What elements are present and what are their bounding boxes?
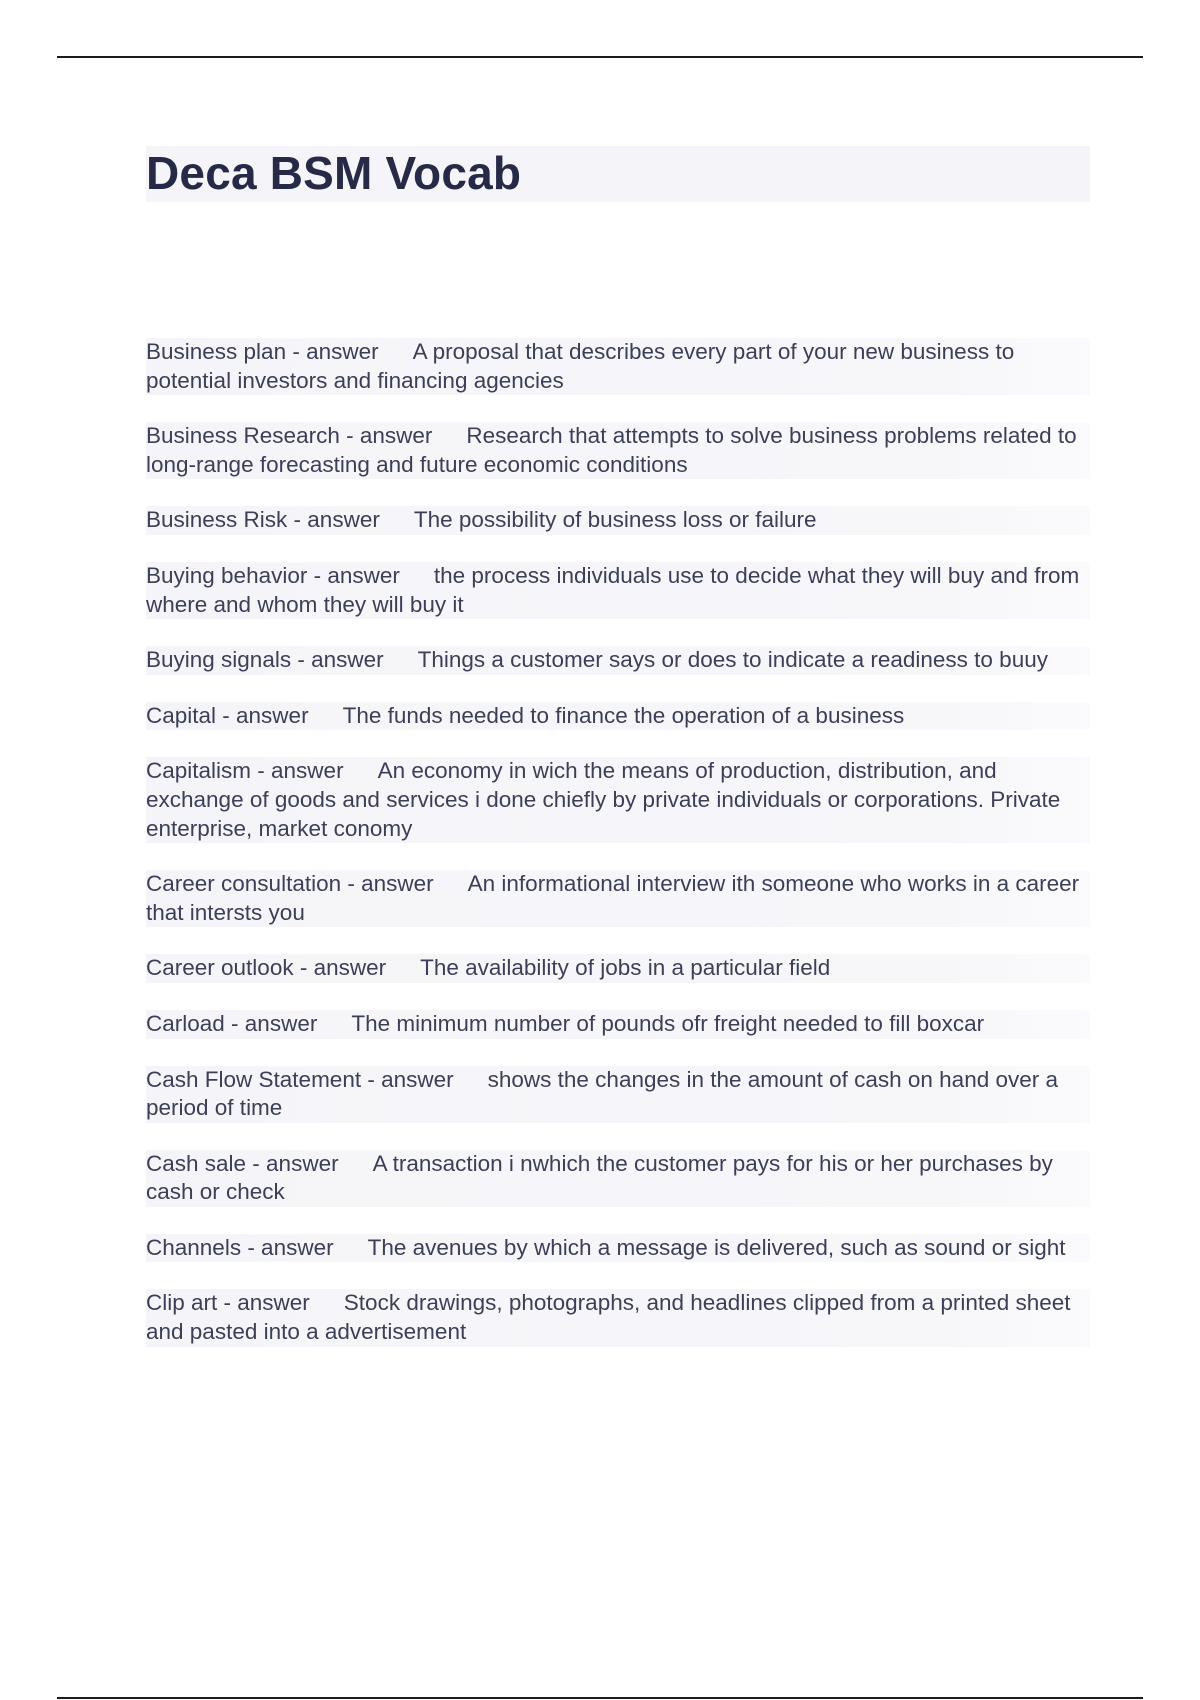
vocab-definition: A proposal that describes every part of your new business to potential investors and financing agencies	[146, 339, 1015, 393]
vocab-term: Cash sale - answer	[146, 1150, 339, 1176]
vocab-definition: The availability of jobs in a particular field	[420, 955, 831, 981]
vocab-term: Business Research - answer	[146, 423, 433, 449]
vocab-entry	[146, 954, 1090, 983]
vocab-definition: Research that attempts to solve business problems related to long-range forecasting and future economic conditions	[146, 423, 1077, 477]
vocab-term: Career consultation - answer	[146, 871, 434, 897]
vocab-definition: Stock drawings, photographs, and headlines clipped from a printed sheet and pasted into a advertisement	[146, 1290, 1071, 1345]
document-title: Deca BSM Vocab	[146, 147, 522, 199]
vocab-entry	[146, 1234, 1090, 1263]
vocab-term: Buying signals - answer	[146, 647, 384, 673]
vocab-entry	[146, 506, 1090, 535]
vocab-term: Capitalism - answer	[146, 758, 344, 784]
vocab-definition: Things a customer says or does to indicate a readiness to buuy	[417, 647, 1048, 673]
vocab-entry	[146, 338, 1090, 395]
vocab-definition: A transaction i nwhich the customer pays for his or her purchases by cash or check	[146, 1150, 1053, 1205]
vocab-entry	[146, 702, 1090, 731]
vocab-definition: An economy in wich the means of production, distribution, and exchange of goods and services i done chiefly by private individuals or corporations. Private enterprise, market conomy	[146, 758, 1061, 841]
vocab-definition: The avenues by which a message is delivered, such as sound or sight	[367, 1234, 1066, 1260]
vocab-list	[146, 338, 1090, 1374]
vocab-definition: The possibility of business loss or failure	[413, 507, 817, 533]
bottom-rule	[57, 1697, 1143, 1699]
vocab-definition: the process individuals use to decide what they will buy and from where and whom they will buy it	[146, 562, 1080, 617]
vocab-entry	[146, 1289, 1090, 1346]
vocab-entry	[146, 1010, 1090, 1039]
vocab-term: Buying behavior - answer	[146, 562, 400, 588]
vocab-term: Capital - answer	[146, 702, 309, 728]
vocab-term: Carload - answer	[146, 1010, 318, 1036]
vocab-entry	[146, 1150, 1090, 1207]
vocab-entry	[146, 562, 1090, 619]
vocab-entry	[146, 646, 1090, 675]
vocab-entry	[146, 422, 1090, 479]
vocab-term: Cash Flow Statement - answer	[146, 1066, 454, 1092]
vocab-definition: The minimum number of pounds ofr freight needed to fill boxcar	[351, 1010, 985, 1036]
vocab-term: Career outlook - answer	[146, 955, 387, 981]
vocab-definition: shows the changes in the amount of cash on hand over a period of time	[146, 1066, 1059, 1121]
vocab-term: Business plan - answer	[146, 339, 379, 364]
vocab-entry	[146, 1066, 1090, 1123]
top-rule	[57, 56, 1143, 58]
vocab-term: Business Risk - answer	[146, 507, 380, 533]
vocab-term: Clip art - answer	[146, 1290, 310, 1316]
vocab-entry	[146, 870, 1090, 927]
vocab-entry	[146, 757, 1090, 843]
vocab-definition: The funds needed to finance the operation of a business	[342, 702, 905, 728]
vocab-term: Channels - answer	[146, 1234, 334, 1260]
vocab-definition: An informational interview ith someone who works in a career that intersts you	[146, 871, 1080, 925]
